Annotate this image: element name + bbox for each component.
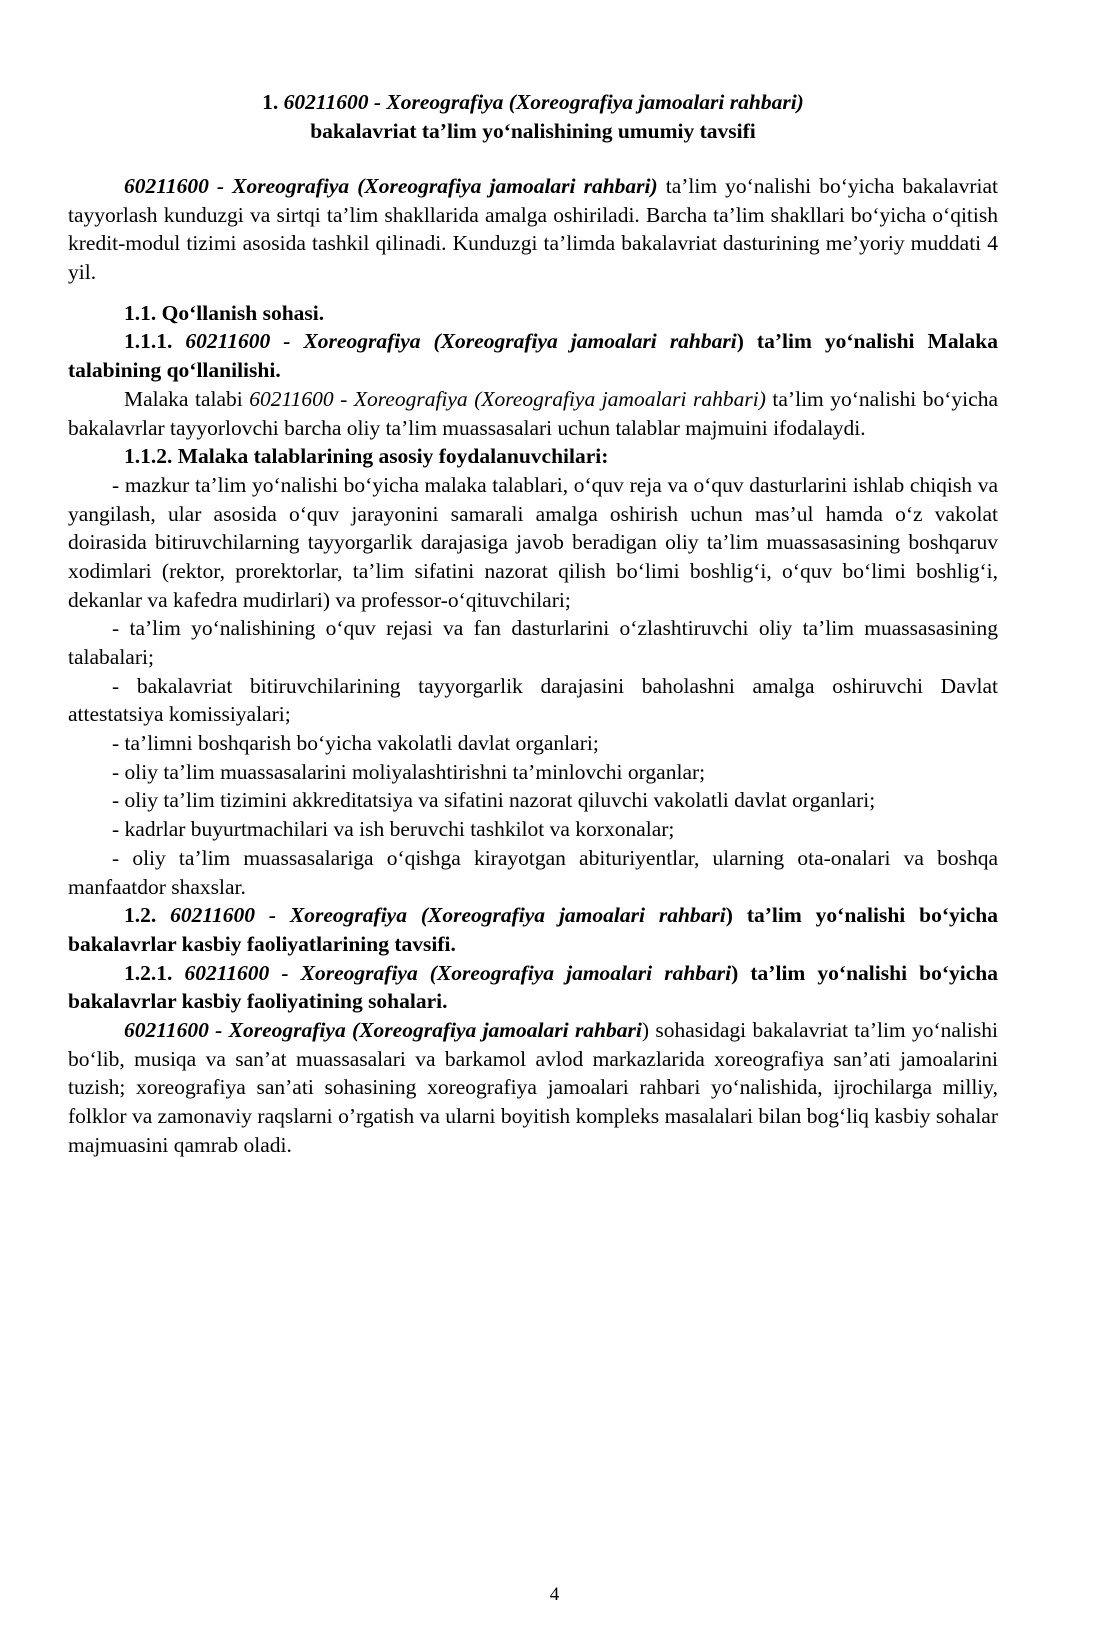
list-item: - ta’lim yo‘nalishining o‘quv rejasi va fan dasturlarini o‘zlashtiruvchi oliy ta’lim muassasasining talabalari;	[68, 616, 998, 670]
heading-1-1-1	[68, 327, 998, 384]
heading-1-2-1	[68, 959, 998, 1016]
document-body	[68, 88, 998, 1159]
paragraph-1-2-1-code: 60211600 - Xoreografiya (Xoreografiya jamoalari rahbari	[124, 1017, 642, 1042]
heading-1-1-1-tail: ) ta’lim yo‘nalishi Malaka talabining qo‘llanilishi.	[68, 329, 999, 383]
heading-1-2	[68, 901, 998, 958]
list-item: - bakalavriat bitiruvchilarining tayyorgarlik darajasini baholashni amalga oshiruvchi Davlat attestatsiya komissiyalari;	[68, 673, 998, 727]
heading-1-2-1-code: 60211600 - Xoreografiya (Xoreografiya jamoalari rahbari	[184, 960, 732, 985]
paragraph-1-1-1-code: 60211600 - Xoreografiya (Xoreografiya jamoalari rahbari)	[249, 386, 766, 411]
list-item: - kadrlar buyurtmachilari va ish beruvchi tashkilot va korxonalar;	[112, 817, 675, 842]
paragraph-1-2-1	[68, 1016, 998, 1159]
title-code: 60211600	[283, 90, 369, 114]
intro-body: ta’lim yo‘nalishi bo‘yicha bakalavriat tayyorlash kunduzgi va sirtqi ta’lim shakllarida amalga oshiriladi. Barcha ta’lim shakllari bo‘yicha o‘qitish kredit-modul tizimi asosida tashkil qilinadi. Kunduzgi ta’limda bakalavriat dasturining me’yoriy muddati 4 yil.	[68, 174, 998, 285]
list-item: - oliy ta’lim muassasalarini moliyalashtirishni ta’minlovchi organlar;	[112, 759, 706, 784]
heading-1-1-2: 1.1.2. Malaka talablarining asosiy foydalanuvchilari:	[124, 444, 609, 469]
intro-paragraph	[68, 172, 998, 287]
heading-1-2-number: 1.2.	[124, 903, 157, 928]
list-item: - mazkur ta’lim yo‘nalishi bo‘yicha malaka talablari, o‘quv reja va o‘quv dasturlarini ishlab chiqish va yangilash, ular asosida o‘quv jarayonini samarali amalga oshirish uchun mas’ul hamda o‘z vakolat doirasida bitiruvchilarning tayyorgarlik darajasiga javob beradigan oliy ta’lim muassasasining boshqaruv xodimlari (rektor, prorektorlar, ta’lim sifatini nazorat qilish bo‘limi boshlig‘i, o‘quv bo‘limi boshlig‘i, dekanlar va kafedra mudirlari) va professor-o‘qituvchilari;	[68, 472, 998, 612]
heading-1-2-1-tail: ) ta’lim yo‘nalishi bo‘yicha bakalavrlar kasbiy faoliyatining sohalari.	[68, 960, 998, 1014]
heading-1-2-code: 60211600 - Xoreografiya (Xoreografiya jamoalari rahbari	[170, 903, 726, 928]
paragraph-1-2-1-after: ) sohasidagi bakalavriat ta’lim yo‘nalishi bo‘lib, musiqa va san’at muassasalari va barkamol avlod markazlarida xoreografiya san’ati jamoalarini tuzish; xoreografiya san’ati sohasining xoreografiya jamoalari rahbari yo‘nalishida, ijrochilarga milliy, folklor va zamonaviy raqslarni o’rgatish va ularni boyitish kompleks masalalari bilan bog‘liq kasbiy sohalar majmuasini qamrab oladi.	[68, 1017, 998, 1157]
heading-1-2-1-number: 1.2.1.	[124, 960, 173, 985]
page-title-line-2: bakalavriat ta’lim yo‘nalishining umumiy tavsifi	[310, 119, 756, 144]
heading-1-1: 1.1. Qo‘llanish sohasi.	[124, 300, 325, 325]
heading-1-1-1-number: 1.1.1.	[124, 329, 173, 354]
title-rest: - Xoreografiya (Xoreografiya jamoalari rahbari)	[373, 90, 804, 114]
paragraph-1-1-1	[68, 385, 998, 442]
list-item: - oliy ta’lim muassasalariga o‘qishga kirayotgan abituriyentlar, ularning ota-onalari va boshqa manfaatdor shaxslar.	[68, 845, 998, 899]
paragraph-1-1-1-before: Malaka talabi	[124, 386, 250, 411]
title-number: 1.	[262, 90, 279, 114]
intro-lead-rest: - Xoreografiya (Xoreografiya jamoalari rahbari)	[208, 174, 658, 199]
heading-1-1-1-code: 60211600 - Xoreografiya (Xoreografiya jamoalari rahbari	[185, 329, 737, 354]
list-item: - oliy ta’lim tizimini akkreditatsiya va sifatini nazorat qiluvchi vakolatli davlat organlari;	[112, 788, 876, 813]
list-item: - ta’limni boshqarish bo‘yicha vakolatli davlat organlari;	[112, 731, 599, 756]
page-number: 4	[549, 1584, 560, 1605]
paragraph-1-1-1-after: ta’lim yo‘nalishi bo‘yicha bakalavrlar tayyorlovchi barcha oliy ta’lim muassasalari uchun talablar majmuini ifodalaydi.	[68, 386, 998, 440]
page-title-line-1	[68, 88, 998, 117]
intro-lead-code: 60211600	[124, 174, 209, 199]
heading-1-2-tail: ) ta’lim yo‘nalishi bo‘yicha bakalavrlar kasbiy faoliyatlarining tavsifi.	[68, 903, 999, 956]
